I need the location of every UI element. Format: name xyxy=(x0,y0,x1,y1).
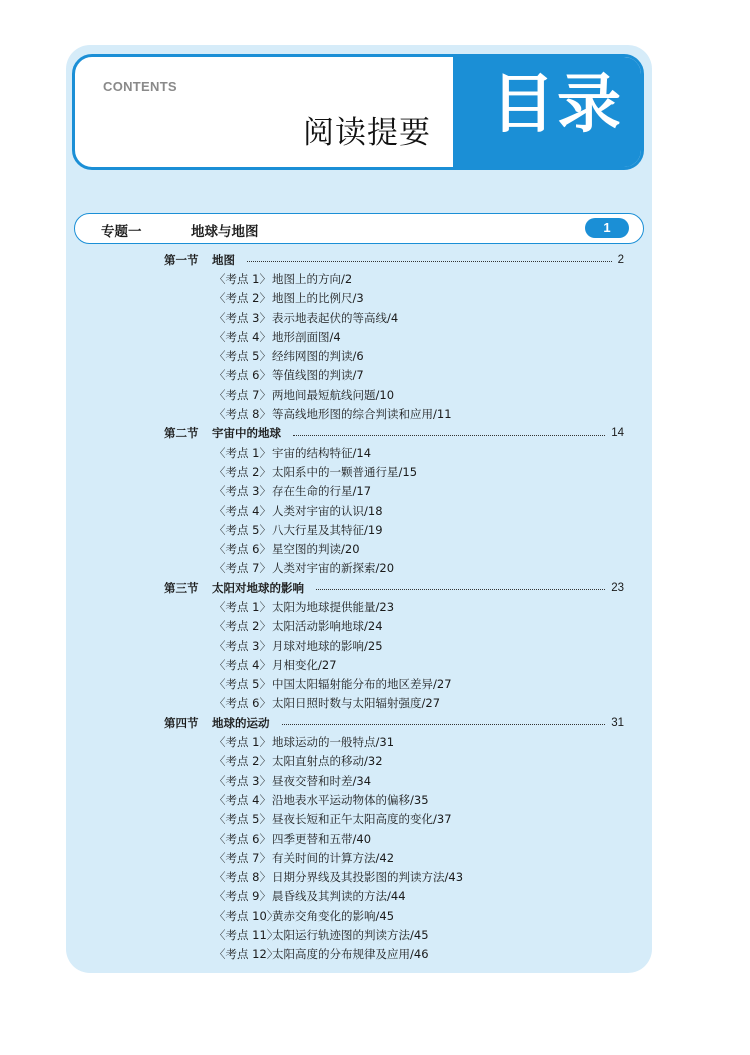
kaodian-item[interactable] xyxy=(164,366,624,385)
section-row[interactable] xyxy=(164,424,624,443)
kaodian-text: 太阳为地球提供能量/23 xyxy=(272,599,395,614)
kaodian-text: 有关时间的计算方法/42 xyxy=(272,850,395,865)
kaodian-label: 〈考点 6〉 xyxy=(214,368,271,383)
topic-label: 专题一 xyxy=(101,224,142,240)
kaodian-label: 〈考点 7〉 xyxy=(214,387,271,402)
kaodian-item[interactable] xyxy=(164,269,624,288)
kaodian-label: 〈考点 6〉 xyxy=(214,696,271,711)
section-page: 2 xyxy=(617,253,624,266)
kaodian-item[interactable] xyxy=(164,752,624,771)
kaodian-text: 太阳日照时数与太阳辐射强度/27 xyxy=(272,696,441,711)
kaodian-item[interactable] xyxy=(164,732,624,751)
kaodian-label: 〈考点 3〉 xyxy=(214,310,271,325)
kaodian-text: 太阳运行轨迹图的判读方法/45 xyxy=(272,928,429,943)
kaodian-label: 〈考点 11〉 xyxy=(214,928,279,943)
contents-label: CONTENTS xyxy=(103,79,177,94)
kaodian-label: 〈考点 1〉 xyxy=(214,445,271,460)
leader-dots xyxy=(316,589,605,590)
kaodian-text: 星空图的判读/20 xyxy=(272,542,360,557)
kaodian-text: 月相变化/27 xyxy=(272,657,337,672)
kaodian-label: 〈考点 7〉 xyxy=(214,561,271,576)
kaodian-label: 〈考点 12〉 xyxy=(214,947,279,962)
kaodian-label: 〈考点 4〉 xyxy=(214,657,271,672)
section-title: 太阳对地球的影响 xyxy=(212,580,304,595)
kaodian-item[interactable] xyxy=(164,790,624,809)
kaodian-text: 太阳直射点的移动/32 xyxy=(272,754,383,769)
kaodian-item[interactable] xyxy=(164,925,624,944)
kaodian-item[interactable] xyxy=(164,404,624,423)
kaodian-text: 两地间最短航线问题/10 xyxy=(272,387,395,402)
leader-dots xyxy=(293,435,605,436)
kaodian-item[interactable] xyxy=(164,655,624,674)
kaodian-label: 〈考点 2〉 xyxy=(214,619,271,634)
kaodian-label: 〈考点 7〉 xyxy=(214,850,271,865)
kaodian-item[interactable] xyxy=(164,597,624,616)
section-title: 地球的运动 xyxy=(212,715,270,730)
contents-header xyxy=(72,54,644,170)
kaodian-item[interactable] xyxy=(164,675,624,694)
kaodian-label: 〈考点 8〉 xyxy=(214,870,271,885)
leader-dots xyxy=(282,724,606,725)
kaodian-text: 表示地表起伏的等高线/4 xyxy=(272,310,399,325)
kaodian-label: 〈考点 2〉 xyxy=(214,464,271,479)
kaodian-label: 〈考点 3〉 xyxy=(214,638,271,653)
section-label: 第二节 xyxy=(164,426,199,441)
kaodian-label: 〈考点 2〉 xyxy=(214,291,271,306)
kaodian-text: 地图上的比例尺/3 xyxy=(272,291,364,306)
reading-title: 阅读提要 xyxy=(303,115,431,151)
kaodian-text: 晨昏线及其判读的方法/44 xyxy=(272,889,406,904)
kaodian-label: 〈考点 1〉 xyxy=(214,271,271,286)
kaodian-item[interactable] xyxy=(164,868,624,887)
kaodian-item[interactable] xyxy=(164,385,624,404)
kaodian-label: 〈考点 4〉 xyxy=(214,329,271,344)
kaodian-label: 〈考点 5〉 xyxy=(214,677,271,692)
kaodian-item[interactable] xyxy=(164,482,624,501)
kaodian-label: 〈考点 4〉 xyxy=(214,503,271,518)
kaodian-text: 存在生命的行星/17 xyxy=(272,484,372,499)
section-page: 23 xyxy=(611,581,624,594)
kaodian-item[interactable] xyxy=(164,462,624,481)
kaodian-label: 〈考点 5〉 xyxy=(214,349,271,364)
kaodian-label: 〈考点 6〉 xyxy=(214,542,271,557)
kaodian-label: 〈考点 2〉 xyxy=(214,754,271,769)
kaodian-item[interactable] xyxy=(164,829,624,848)
kaodian-text: 四季更替和五带/40 xyxy=(272,831,372,846)
leader-dots xyxy=(247,261,612,262)
kaodian-text: 地图上的方向/2 xyxy=(272,271,353,286)
kaodian-label: 〈考点 10〉 xyxy=(214,908,279,923)
page-title: 目录 xyxy=(491,68,623,142)
kaodian-text: 等值线图的判读/7 xyxy=(272,368,364,383)
topic-page-badge: 1 xyxy=(585,218,629,238)
kaodian-label: 〈考点 4〉 xyxy=(214,792,271,807)
topic-name: 地球与地图 xyxy=(191,224,259,240)
section-title: 地图 xyxy=(212,252,235,267)
kaodian-text: 人类对宇宙的新探索/20 xyxy=(272,561,395,576)
kaodian-item[interactable] xyxy=(164,906,624,925)
section-title: 宇宙中的地球 xyxy=(212,426,281,441)
section-label: 第四节 xyxy=(164,715,199,730)
kaodian-item[interactable] xyxy=(164,848,624,867)
topic-bar[interactable] xyxy=(74,213,644,244)
section-row[interactable] xyxy=(164,713,624,732)
kaodian-item[interactable] xyxy=(164,308,624,327)
kaodian-item[interactable] xyxy=(164,520,624,539)
kaodian-text: 太阳高度的分布规律及应用/46 xyxy=(272,947,429,962)
kaodian-item[interactable] xyxy=(164,289,624,308)
kaodian-label: 〈考点 3〉 xyxy=(214,484,271,499)
kaodian-text: 人类对宇宙的认识/18 xyxy=(272,503,383,518)
kaodian-item[interactable] xyxy=(164,617,624,636)
kaodian-text: 中国太阳辐射能分布的地区差异/27 xyxy=(272,677,452,692)
kaodian-text: 太阳系中的一颗普通行星/15 xyxy=(272,464,418,479)
kaodian-text: 地球运动的一般特点/31 xyxy=(272,735,395,750)
kaodian-text: 黄赤交角变化的影响/45 xyxy=(272,908,395,923)
kaodian-text: 昼夜长短和正午太阳高度的变化/37 xyxy=(272,812,452,827)
kaodian-item[interactable] xyxy=(164,501,624,520)
kaodian-text: 等高线地形图的综合判读和应用/11 xyxy=(272,407,452,422)
section-row[interactable] xyxy=(164,578,624,597)
kaodian-item[interactable] xyxy=(164,945,624,964)
kaodian-item[interactable] xyxy=(164,636,624,655)
kaodian-item[interactable] xyxy=(164,443,624,462)
table-of-contents xyxy=(164,250,624,964)
kaodian-item[interactable] xyxy=(164,810,624,829)
kaodian-text: 地形剖面图/4 xyxy=(272,329,341,344)
kaodian-label: 〈考点 8〉 xyxy=(214,407,271,422)
kaodian-text: 宇宙的结构特征/14 xyxy=(272,445,372,460)
kaodian-label: 〈考点 1〉 xyxy=(214,599,271,614)
kaodian-text: 沿地表水平运动物体的偏移/35 xyxy=(272,792,429,807)
kaodian-item[interactable] xyxy=(164,887,624,906)
kaodian-label: 〈考点 9〉 xyxy=(214,889,271,904)
kaodian-text: 经纬网图的判读/6 xyxy=(272,349,364,364)
kaodian-text: 昼夜交替和时差/34 xyxy=(272,773,372,788)
kaodian-item[interactable] xyxy=(164,327,624,346)
kaodian-label: 〈考点 3〉 xyxy=(214,773,271,788)
kaodian-label: 〈考点 5〉 xyxy=(214,812,271,827)
kaodian-item[interactable] xyxy=(164,346,624,365)
kaodian-item[interactable] xyxy=(164,559,624,578)
kaodian-text: 月球对地球的影响/25 xyxy=(272,638,383,653)
kaodian-label: 〈考点 5〉 xyxy=(214,522,271,537)
section-label: 第一节 xyxy=(164,252,199,267)
kaodian-text: 太阳活动影响地球/24 xyxy=(272,619,383,634)
kaodian-label: 〈考点 1〉 xyxy=(214,735,271,750)
section-row[interactable] xyxy=(164,250,624,269)
section-label: 第三节 xyxy=(164,580,199,595)
kaodian-item[interactable] xyxy=(164,694,624,713)
kaodian-item[interactable] xyxy=(164,539,624,558)
kaodian-text: 日期分界线及其投影图的判读方法/43 xyxy=(272,870,464,885)
kaodian-label: 〈考点 6〉 xyxy=(214,831,271,846)
kaodian-item[interactable] xyxy=(164,771,624,790)
kaodian-text: 八大行星及其特征/19 xyxy=(272,522,383,537)
section-page: 14 xyxy=(611,427,624,440)
section-page: 31 xyxy=(611,716,624,729)
